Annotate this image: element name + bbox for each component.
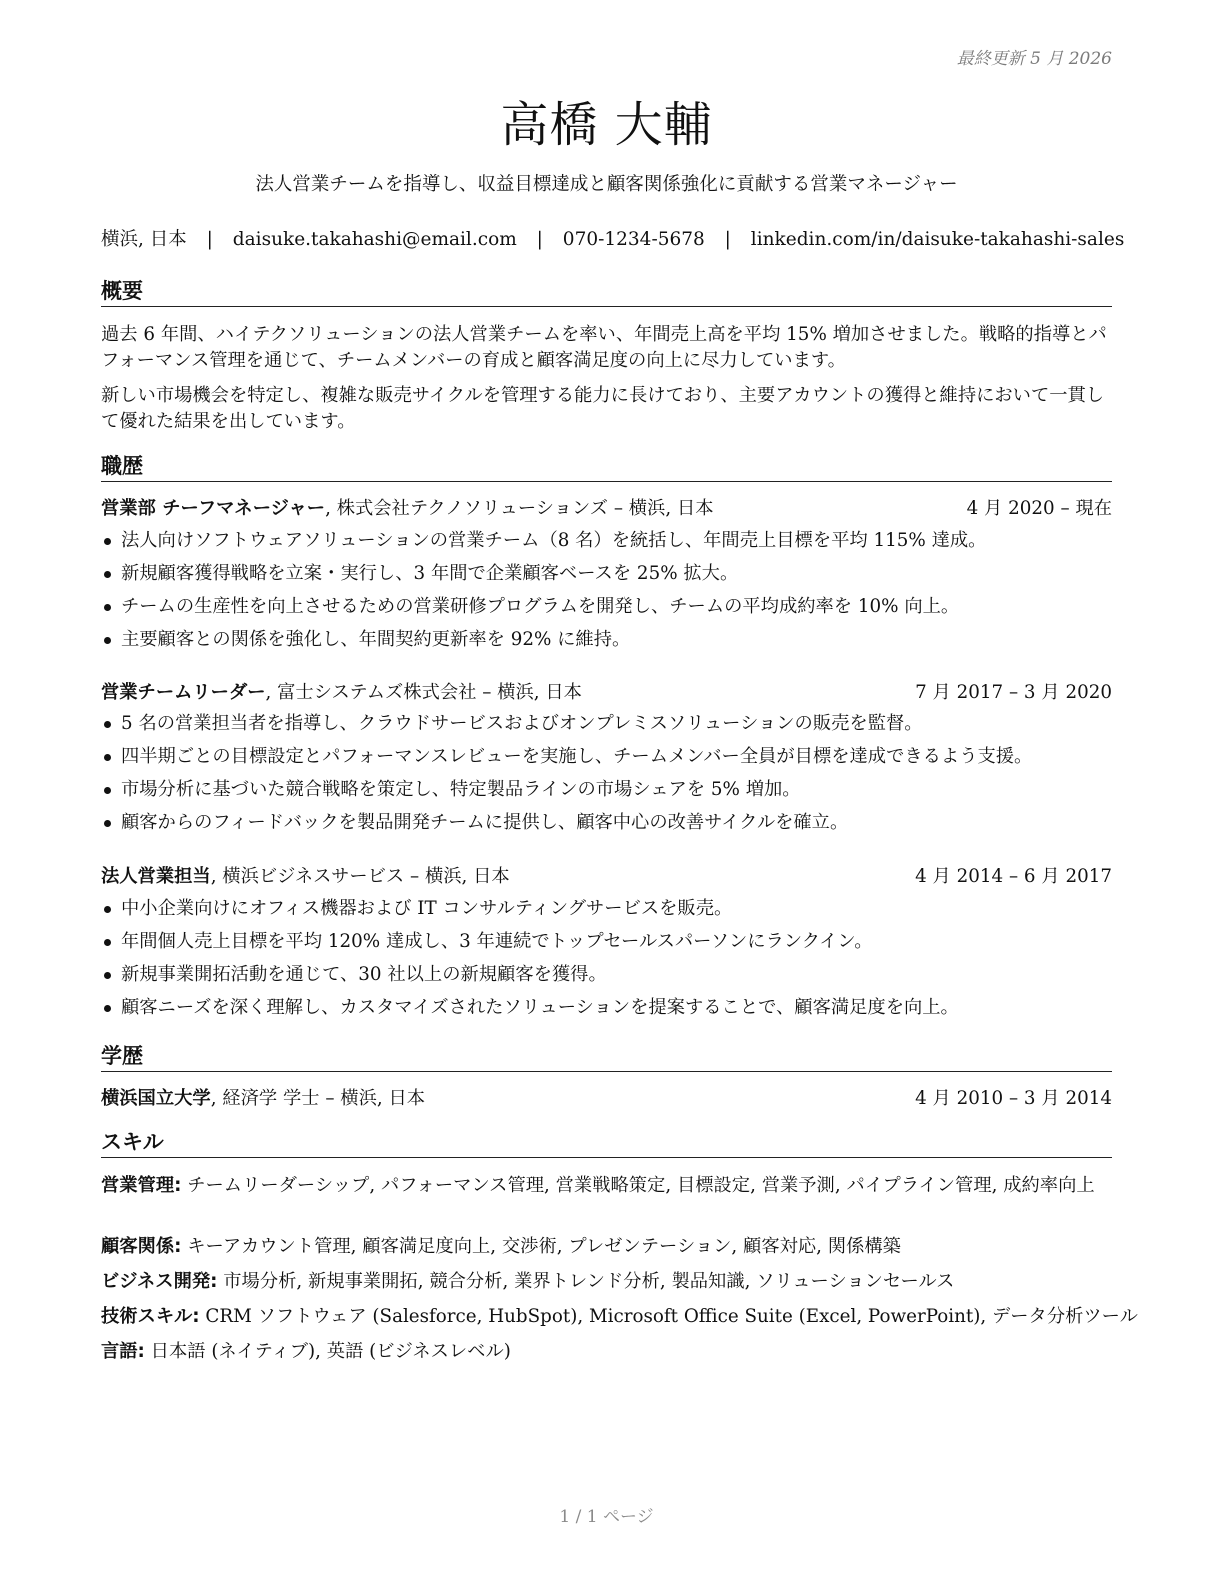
job-header [101, 496, 1112, 522]
resume-page [101, 0, 1138, 1584]
list-item: 市場分析に基づいた競合戦略を策定し、特定製品ラインの市場シェアを 5% 増加。 [101, 777, 1112, 810]
job-title: 法人営業担当 [101, 866, 211, 887]
skill-row [101, 1269, 1112, 1295]
contact-email[interactable]: daisuke.takahashi@email.com [232, 229, 517, 250]
last-updated: 最終更新 5 月 2026 [956, 49, 1112, 69]
contact-separator: | [724, 229, 731, 250]
school-name: 横浜国立大学 [101, 1088, 211, 1109]
job-bullets [101, 711, 1112, 843]
section-heading-education: 学歴 [101, 1042, 1112, 1072]
list-item: 四半期ごとの目標設定とパフォーマンスレビューを実施し、チームメンバー全員が目標を達成できるよう支援。 [101, 744, 1112, 777]
skill-label: ビジネス開発: [101, 1271, 218, 1292]
job-title: 営業チームリーダー [101, 682, 266, 703]
job-bullets [101, 528, 1112, 660]
list-item: 顧客からのフィードバックを製品開発チームに提供し、顧客中心の改善サイクルを確立。 [101, 810, 1112, 843]
list-item: 年間個人売上目標を平均 120% 達成し、3 年連続でトップセールスパーソンにランクイン。 [101, 929, 1112, 962]
contact-phone: 070-1234-5678 [562, 229, 705, 250]
skill-label: 営業管理: [101, 1175, 182, 1196]
skill-value: 市場分析, 新規事業開拓, 競合分析, 業界トレンド分析, 製品知識, ソリューションセールス [217, 1271, 955, 1292]
skill-row [101, 1339, 1112, 1365]
job-org: , 横浜ビジネスサービス – 横浜, 日本 [210, 866, 510, 887]
skill-value: 日本語 (ネイティブ), 英語 (ビジネスレベル) [144, 1341, 511, 1362]
list-item: 中小企業向けにオフィス機器および IT コンサルティングサービスを販売。 [101, 896, 1112, 929]
contact-separator: | [536, 229, 543, 250]
section-heading-experience: 職歴 [101, 452, 1112, 482]
person-name: 高橋 大輔 [500, 97, 713, 153]
summary-paragraph: 新しい市場機会を特定し、複雑な販売サイクルを管理する能力に長けており、主要アカウントの獲得と維持において一貫して優れた結果を出しています。 [101, 385, 1105, 432]
job-header [101, 680, 1112, 706]
contact-separator: | [206, 229, 213, 250]
job-date: 4 月 2014 – 6 月 2017 [915, 866, 1112, 887]
job-org: , 富士システムズ株式会社 – 横浜, 日本 [265, 682, 582, 703]
skill-label: 顧客関係: [101, 1236, 182, 1257]
education-entry [101, 1086, 1112, 1112]
list-item: 主要顧客との関係を強化し、年間契約更新率を 92% に維持。 [101, 627, 1112, 660]
list-item: 5 名の営業担当者を指導し、クラウドサービスおよびオンプレミスソリューションの販売を監督。 [101, 711, 1112, 744]
skill-value: チームリーダーシップ, パフォーマンス管理, 営業戦略策定, 目標設定, 営業予測, パイプライン管理, 成約率向上 [181, 1175, 1095, 1196]
skill-row [101, 1234, 1112, 1260]
contact-location: 横浜, 日本 [101, 229, 187, 250]
tagline: 法人営業チームを指導し、収益目標達成と顧客関係強化に貢献する営業マネージャー [255, 174, 958, 195]
list-item: 新規事業開拓活動を通じて、30 社以上の新規顧客を獲得。 [101, 962, 1112, 995]
job-date: 7 月 2017 – 3 月 2020 [915, 682, 1112, 703]
section-heading-summary: 概要 [101, 277, 1112, 307]
degree-detail: , 経済学 学士 – 横浜, 日本 [210, 1088, 426, 1109]
job-bullets [101, 896, 1112, 1028]
list-item: 顧客ニーズを深く理解し、カスタマイズされたソリューションを提案することで、顧客満足度を向上。 [101, 995, 1112, 1028]
job-org: , 株式会社テクノソリューションズ – 横浜, 日本 [325, 498, 714, 519]
page-number: 1 / 1 ページ [559, 1507, 654, 1527]
skill-label: 技術スキル: [101, 1306, 200, 1327]
job-title: 営業部 チーフマネージャー [101, 498, 326, 519]
list-item: チームの生産性を向上させるための営業研修プログラムを開発し、チームの平均成約率を 10% 向上。 [101, 594, 1112, 627]
contact-linkedin[interactable]: linkedin.com/in/daisuke-takahashi-sales [750, 229, 1125, 250]
job-date: 4 月 2020 – 現在 [966, 498, 1112, 519]
education-date: 4 月 2010 – 3 月 2014 [915, 1088, 1112, 1109]
list-item: 法人向けソフトウェアソリューションの営業チーム（8 名）を統括し、年間売上目標を平均 115% 達成。 [101, 528, 1112, 561]
skill-row [101, 1304, 1138, 1330]
skill-row [101, 1173, 1112, 1199]
skill-value: キーアカウント管理, 顧客満足度向上, 交渉術, プレゼンテーション, 顧客対応, 関係構築 [181, 1236, 901, 1257]
skill-label: 言語: [101, 1341, 145, 1362]
list-item: 新規顧客獲得戦略を立案・実行し、3 年間で企業顧客ベースを 25% 拡大。 [101, 561, 1112, 594]
section-heading-skills: スキル [101, 1128, 1112, 1158]
contact-line [101, 225, 1125, 251]
summary-paragraph: 過去 6 年間、ハイテクソリューションの法人営業チームを率い、年間売上高を平均 15% 増加させました。戦略的指導とパフォーマンス管理を通じて、チームメンバーの育成と顧客満足度の向上に尽力しています。 [101, 324, 1107, 371]
skill-value: CRM ソフトウェア (Salesforce, HubSpot), Microsoft Office Suite (Excel, PowerPoint), データ分析ツール [199, 1306, 1138, 1327]
job-header [101, 864, 1112, 890]
